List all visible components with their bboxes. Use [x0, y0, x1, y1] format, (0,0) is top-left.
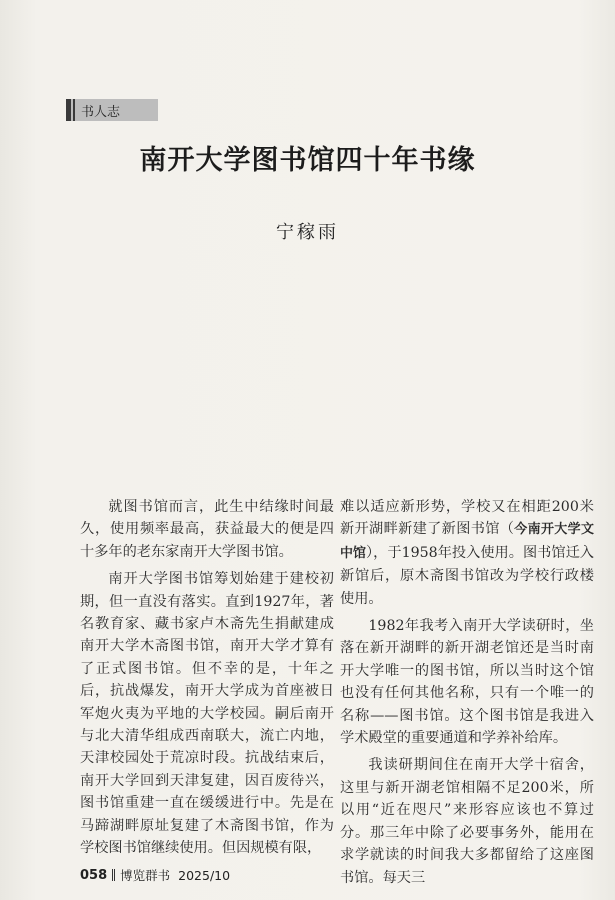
paragraph-continued	[340, 496, 594, 610]
text-run: 难以适应新形势，学校又在相距200米新开湖畔新建了新图书馆（	[340, 499, 594, 538]
paragraph: 1982年我考入南开大学读研时，坐落在新开湖畔的新开湖老馆还是当时南开大学唯一的图书馆，所以当时这个馆也没有任何其他名称，只有一个唯一的名称——图书馆。这个图书馆是我进入学术殿堂的重要通道和学养补给库。	[340, 618, 594, 747]
left-text-column	[80, 496, 334, 865]
paragraph: 就图书馆而言，此生中结缘时间最久，使用频率最高，获益最大的便是四十多年的老东家南开大学图书馆。	[80, 499, 334, 560]
tag-bar-decoration	[66, 99, 71, 121]
page-footer	[80, 866, 230, 884]
paragraph: 我读研期间住在南开大学十宿舍，这里与新开湖老馆相隔不足200米，所以用“近在咫尺”来形容应该也不算过分。那三年中除了必要事务外，能用在求学就读的时间我大多都留给了这座图书馆。每天三	[340, 757, 594, 886]
footer-separator	[112, 869, 115, 881]
column-tag	[66, 99, 158, 121]
tag-bar-decoration-thin	[73, 99, 75, 121]
text-run: ），于1958年投入使用。图书馆迁入新馆后，原木斋图书馆改为学校行政楼使用。	[340, 544, 594, 607]
magazine-name: 博览群书	[120, 868, 171, 883]
issue-number: 2025/10	[178, 867, 231, 883]
page-number: 058	[80, 867, 108, 883]
right-text-column	[340, 496, 594, 894]
paragraph: 南开大学图书馆筹划始建于建校初期，但一直没有落实。直到1927年，著名教育家、藏书家卢木斋先生捐献建成南开大学木斋图书馆，南开大学才算有了正式图书馆。但不幸的是，十年之后，抗战爆发，南开大学成为首座被日军炮火夷为平地的大学校园。嗣后南开与北大清华组成西南联大，流亡内地，天津校园处于荒凉时段。抗战结束后，南开大学回到天津复建，因百废待兴，图书馆重建一直在缓缓进行中。先是在马蹄湖畔原址复建了木斋图书馆，作为学校图书馆继续使用。但因规模有限，	[80, 571, 334, 857]
article-author: 宁稼雨	[276, 222, 339, 243]
column-tag-label: 书人志	[81, 104, 121, 120]
article-title: 南开大学图书馆四十年书缘	[139, 145, 476, 176]
emphasized-text: 今南开大学文中馆	[340, 522, 594, 561]
